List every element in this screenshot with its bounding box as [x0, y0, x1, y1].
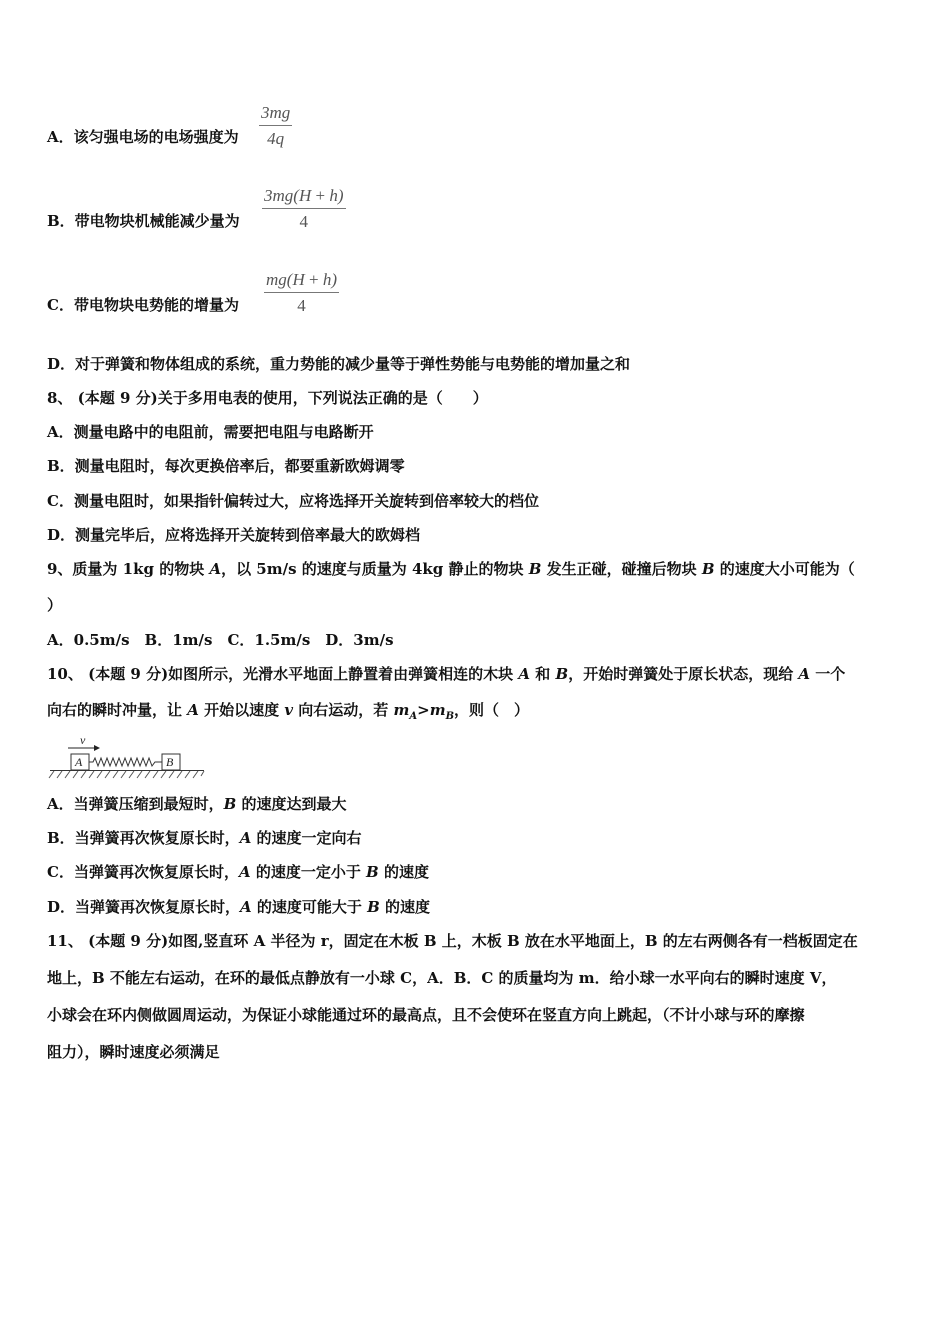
q7-option-b-fraction: $\frac{3mg(H + h)}{4}$	[264, 186, 344, 231]
q11-line-3: 小球会在环内侧做圆周运动，为保证小球能通过环的最高点，且不会使环在竖直方向上跳起，（不计小球与环的摩擦	[47, 1006, 805, 1024]
q11-line-1: 11、 (本题 9 分)如图,竖直环 A 半径为 r，固定在木板 B 上，木板 B 放在水平地面上，B 的左右两侧各有一档板固定在	[47, 932, 858, 950]
q9-options: A．0.5m/s B．1m/s C．1.5m/s D．3m/s	[47, 631, 394, 649]
q7-option-b: B．带电物块机械能减少量为	[47, 212, 240, 230]
q7-option-a: A．该匀强电场的电场强度为	[47, 128, 239, 146]
q9-stem: 9、质量为 1kg 的物块 A，以 5m/s 的速度与质量为 4kg 静止的物块 B 发生正碰，碰撞后物块 B 的速度大小可能为（	[47, 560, 855, 578]
q10-option-d: D．当弹簧再次恢复原长时，A 的速度可能大于 B 的速度	[47, 898, 431, 916]
velocity-arrow-head	[94, 745, 100, 751]
q10-option-a: A．当弹簧压缩到最短时，B 的速度达到最大	[47, 795, 347, 813]
spring	[89, 758, 162, 766]
q10-stem-line1: 10、 (本题 9 分)如图所示，光滑水平地面上静置着由弹簧相连的木块 A 和 B，开始时弹簧处于原长状态，现给 A 一个	[47, 665, 846, 683]
q8-option-b: B．测量电阻时，每次更换倍率后，都要重新欧姆调零	[47, 457, 405, 475]
q10-option-c: C．当弹簧再次恢复原长时，A 的速度一定小于 B 的速度	[47, 863, 429, 881]
q7-option-d: D．对于弹簧和物体组成的系统，重力势能的减少量等于弹性势能与电势能的增加量之和	[47, 355, 631, 373]
block-a-label: A	[75, 755, 83, 769]
q8-stem: 8、 (本题 9 分)关于多用电表的使用，下列说法正确的是（ ）	[47, 389, 488, 407]
q11-line-2: 地上，B 不能左右运动，在环的最低点静放有一小球 C，A．B．C 的质量均为 m．给小球一水平向右的瞬时速度 V，	[47, 969, 837, 987]
q8-option-d: D．测量完毕后，应将选择开关旋转到倍率最大的欧姆档	[47, 526, 421, 544]
ground-hatch	[49, 771, 204, 778]
q11-line-4: 阻力），瞬时速度必须满足	[47, 1043, 220, 1061]
spring-blocks-figure	[46, 732, 208, 782]
q8-option-a: A．测量电路中的电阻前，需要把电阻与电路断开	[47, 423, 374, 441]
q8-option-c: C．测量电阻时，如果指针偏转过大，应将选择开关旋转到倍率较大的档位	[47, 492, 539, 510]
q7-option-a-fraction: $\frac{3mg}{4q}$	[261, 103, 291, 148]
q10-stem-line2: 向右的瞬时冲量，让 A 开始以速度 v 向右运动，若 $m_A>m_B$，则（ ）	[47, 701, 530, 722]
velocity-label: v	[80, 733, 86, 747]
q10-option-b: B．当弹簧再次恢复原长时，A 的速度一定向右	[47, 829, 362, 847]
block-b-label: B	[166, 755, 174, 769]
q7-option-c: C．带电物块电势能的增量为	[47, 296, 239, 314]
q7-option-c-fraction: $\frac{mg(H + h)}{4}$	[266, 270, 337, 315]
q9-stem-cont: ）	[47, 596, 63, 614]
